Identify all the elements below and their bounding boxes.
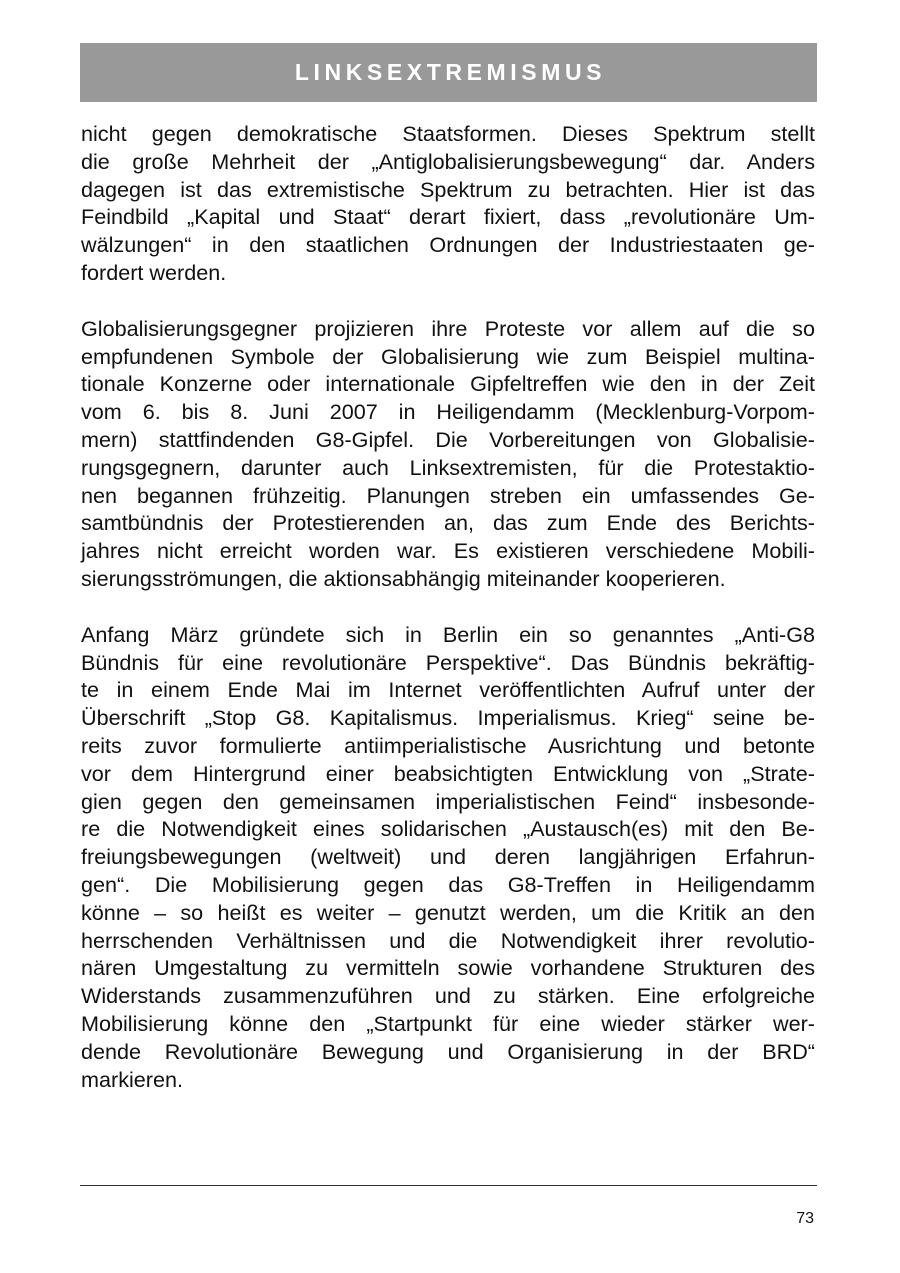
text-line: wälzungen“ in den staatlichen Ordnungen der Industriestaaten ge-: [81, 232, 815, 258]
text-line: mern) stattfindenden G8-Gipfel. Die Vorbereitungen von Globalisie-: [81, 426, 815, 452]
paragraph: [81, 621, 815, 1094]
text-line: herrschenden Verhältnissen und die Notwendigkeit ihrer revolutio-: [81, 927, 815, 953]
text-line: jahres nicht erreicht worden war. Es existieren verschiedene Mobili-: [81, 538, 815, 564]
section-header-bar: [80, 43, 817, 102]
paragraph: [81, 315, 815, 593]
text-line: Widerstands zusammenzuführen und zu stärken. Eine erfolgreiche: [81, 983, 815, 1009]
text-line: empfundenen Symbole der Globalisierung wie zum Beispiel multina-: [81, 343, 815, 369]
text-line: markieren.: [81, 1066, 184, 1092]
text-line: Mobilisierung könne den „Startpunkt für eine wieder stärker wer-: [81, 1010, 815, 1036]
text-line: tionale Konzerne oder internationale Gipfeltreffen wie den in der Zeit: [81, 371, 815, 397]
text-line: gen“. Die Mobilisierung gegen das G8-Treffen in Heiligendamm: [81, 871, 815, 897]
text-line: nicht gegen demokratische Staatsformen. Dieses Spektrum stellt: [81, 121, 815, 146]
text-line: gien gegen den gemeinsamen imperialistischen Feind“ insbesonde-: [81, 788, 815, 814]
text-line: Anfang März gründete sich in Berlin ein so genanntes „Anti-G8: [81, 621, 815, 647]
footer-divider: [80, 1185, 817, 1186]
text-line: Feindbild „Kapital und Staat“ derart fixiert, dass „revolutionäre Um-: [81, 204, 815, 230]
text-line: dende Revolutionäre Bewegung und Organisierung in der BRD“: [81, 1038, 815, 1064]
text-line: vor dem Hintergrund einer beabsichtigten Entwicklung von „Strate-: [81, 760, 815, 786]
text-line: Überschrift „Stop G8. Kapitalismus. Imperialismus. Krieg“ seine be-: [81, 705, 815, 731]
text-line: fordert werden.: [81, 259, 227, 285]
page-number: 73: [796, 1210, 814, 1227]
text-line: nären Umgestaltung zu vermitteln sowie vorhandene Strukturen des: [81, 955, 815, 981]
text-line: reits zuvor formulierte antiimperialistische Ausrichtung und betonte: [81, 732, 815, 758]
text-line: vom 6. bis 8. Juni 2007 in Heiligendamm (Mecklenburg-Vorpom-: [81, 399, 815, 425]
text-line: dagegen ist das extremistische Spektrum zu betrachten. Hier ist das: [81, 176, 815, 202]
text-line: te in einem Ende Mai im Internet veröffentlichten Aufruf unter der: [81, 677, 815, 703]
text-line: samtbündnis der Protestierenden an, das zum Ende des Berichts-: [81, 510, 815, 536]
text-line: Globalisierungsgegner projizieren ihre Proteste vor allem auf die so: [81, 315, 815, 341]
text-line: rungsgegnern, darunter auch Linksextremisten, für die Protestaktio-: [81, 454, 815, 480]
text-line: Bündnis für eine revolutionäre Perspektive“. Das Bündnis bekräftig-: [81, 649, 815, 675]
text-line: re die Notwendigkeit eines solidarischen „Austausch(es) mit den Be-: [81, 816, 815, 842]
text-line: nen begannen frühzeitig. Planungen streben ein umfassendes Ge-: [81, 482, 815, 508]
body-text: [81, 120, 815, 1121]
section-title: LINKSEXTREMISMUS: [294, 59, 607, 85]
text-line: könne – so heißt es weiter – genutzt werden, um die Kritik an den: [81, 899, 815, 925]
paragraph: [81, 120, 815, 287]
text-line: freiungsbewegungen (weltweit) und deren langjährigen Erfahrun-: [81, 844, 815, 870]
text-line: sierungsströmungen, die aktionsabhängig miteinander kooperieren.: [81, 565, 726, 591]
text-line: die große Mehrheit der „Antiglobalisierungsbewegung“ dar. Anders: [81, 148, 815, 174]
